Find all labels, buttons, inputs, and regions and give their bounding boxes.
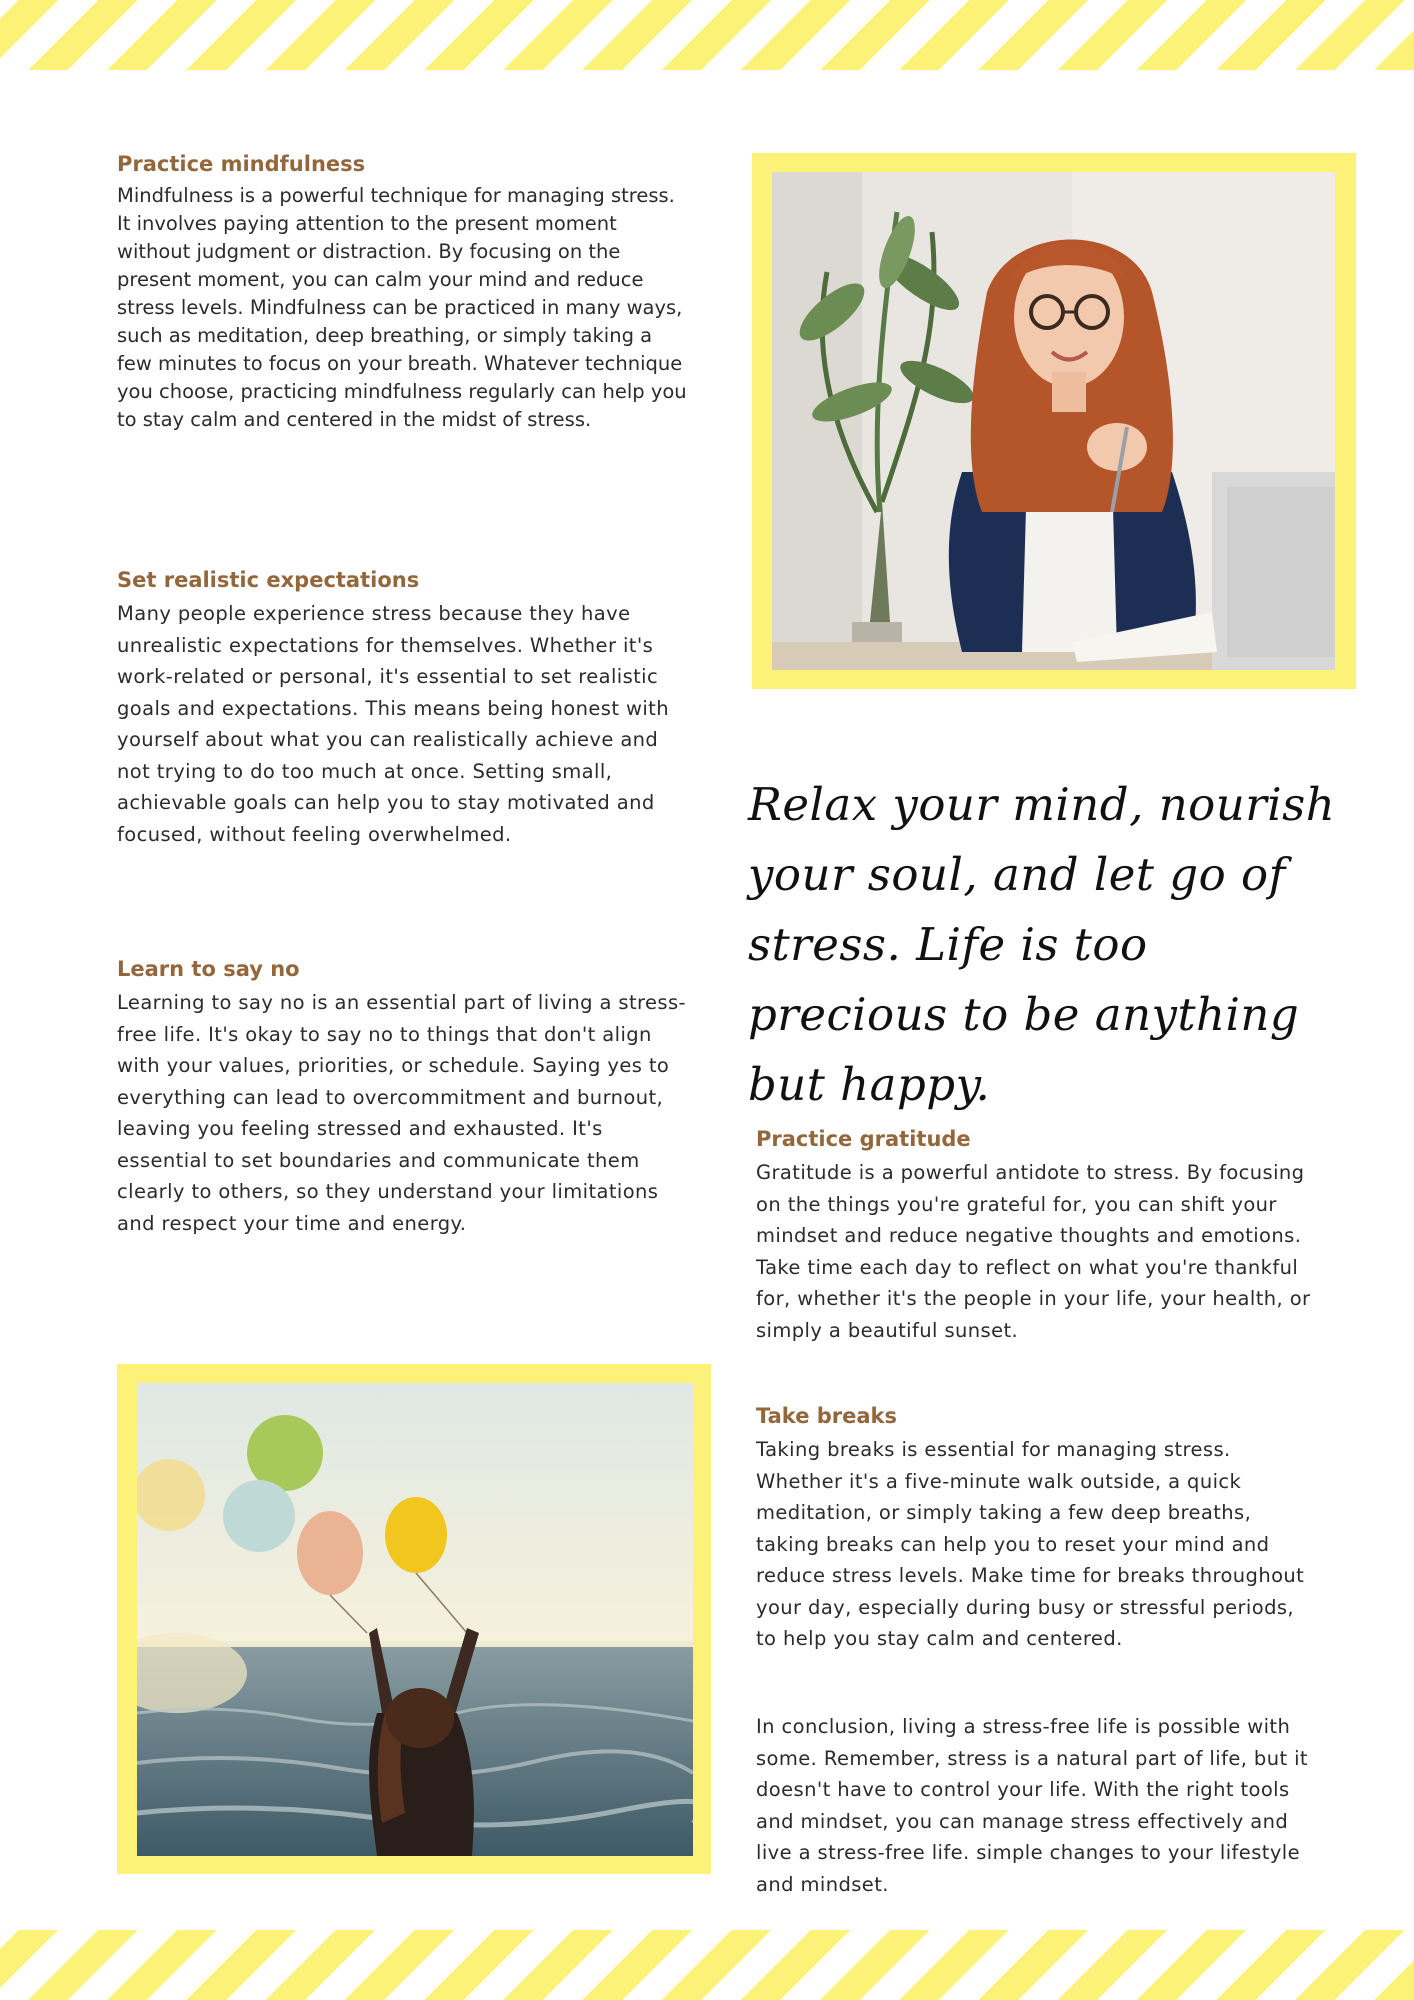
section-body: Learning to say no is an essential part of living a stress-free life. It's okay to say no to things that don't align with your values, priorities, or schedule. Saying yes to everything can lead to overcommitment and burnout, leaving you feeling stressed and exhausted. It's essential to set boundaries and communicate them clearly to others, so they understand your limitations and respect your time and energy. [117,991,686,1235]
balloons-illustration [137,1383,693,1856]
inspirational-quote: Relax your mind, nourish your soul, and let go of stress. Life is too precious to be anything but happy. [748,778,1336,1111]
section-take-breaks [756,1402,1316,1655]
section-conclusion [756,1711,1316,1900]
section-body: Taking breaks is essential for managing stress. Whether it's a five-minute walk outside, a quick meditation, or simply taking a few deep breaths, taking breaks can help you to reset your mind and reduce stress levels. Make time for breaks throughout your day, especially during busy or stressful periods, to help you stay calm and centered. [756,1438,1305,1650]
section-heading: Learn to say no [117,957,300,981]
section-set-realistic-expectations [117,566,697,850]
section-heading: Take breaks [756,1404,898,1428]
section-body: Mindfulness is a powerful technique for managing stress. It involves paying attention to the present moment without judgment or distraction. By focusing on the present moment, you can calm your mind and reduce stress levels. Mindfulness can be practiced in many ways, such as meditation, deep breathing, or simply taking a few minutes to focus on your breath. Whatever technique you choose, practicing mindfulness regularly can help you to stay calm and centered in the midst of stress. [117,184,687,431]
photo-woman-with-balloons [117,1364,711,1874]
bottom-stripe-border [0,1930,1414,2000]
section-body: Gratitude is a powerful antidote to stress. By focusing on the things you're grateful for, you can shift your mindset and reduce negative thoughts and emotions. Take time each day to reflect on what you're thankful for, whether it's the people in your life, your health, or simply a beautiful sunset. [756,1161,1311,1342]
top-stripe-border [0,0,1414,70]
photo-smiling-woman-at-desk [752,153,1356,689]
photo-image [772,172,1335,670]
section-heading: Set realistic expectations [117,568,420,592]
section-heading: Practice mindfulness [117,152,366,176]
section-body: Many people experience stress because they have unrealistic expectations for themselves. Whether it's work-related or personal, it's essential to set realistic goals and expectations. This means being honest with yourself about what you can realistically achieve and not trying to do too much at once. Setting small, achievable goals can help you to stay motivated and focused, without feeling overwhelmed. [117,602,669,846]
section-practice-mindfulness [117,150,687,434]
section-practice-gratitude [756,1125,1316,1346]
photo-image [137,1383,693,1856]
section-learn-to-say-no [117,955,697,1239]
section-body: In conclusion, living a stress-free life is possible with some. Remember, stress is a natural part of life, but it doesn't have to control your life. With the right tools and mindset, you can manage stress effectively and live a stress-free life. simple changes to your lifestyle and mindset. [756,1715,1308,1896]
woman-illustration [772,172,1335,670]
section-heading: Practice gratitude [756,1127,971,1151]
